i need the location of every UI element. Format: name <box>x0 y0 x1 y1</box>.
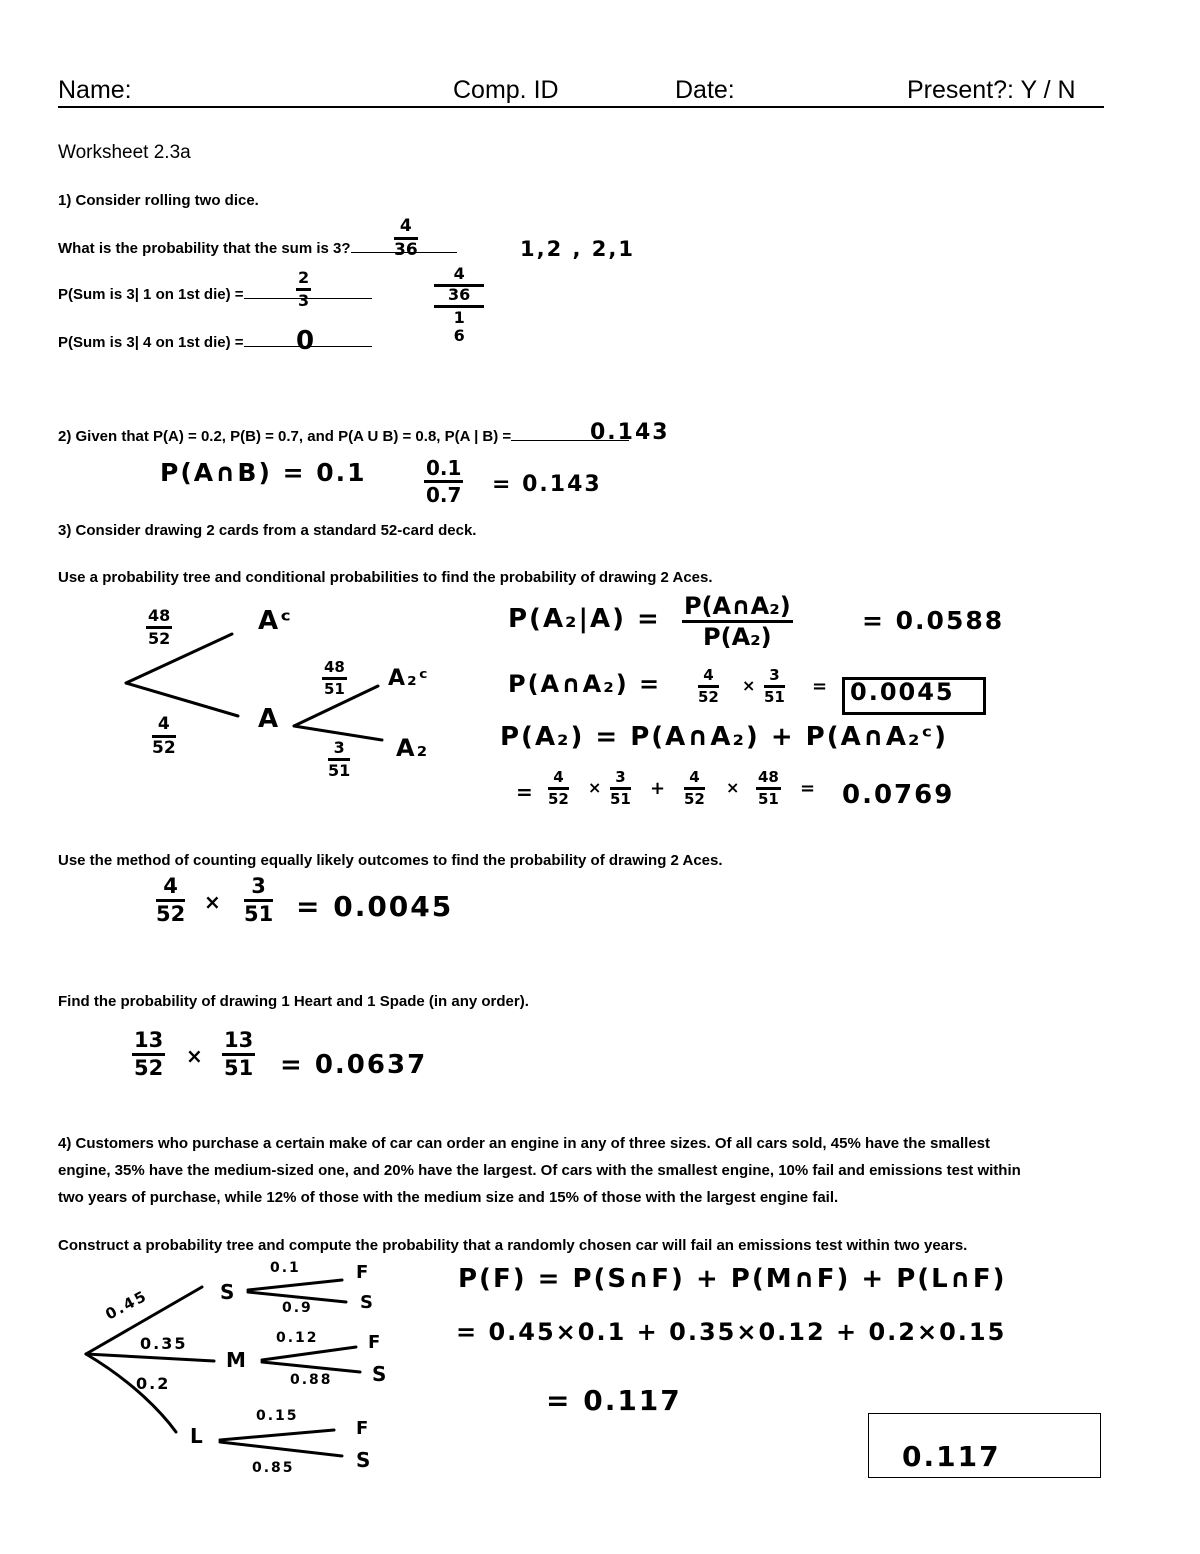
eq4-times2: × <box>726 778 742 797</box>
q1-line-a: What is the probability that the sum is 3? <box>58 240 457 257</box>
hs-answer: = 0.0637 <box>280 1050 428 1080</box>
tree-node-ac: Aᶜ <box>258 606 293 636</box>
eq2-frac2: $\frac{3}{51}$ <box>764 666 785 706</box>
q4-s-fail-prob: 0.1 <box>270 1260 301 1276</box>
q4-eq1: P(F) = P(S∩F) + P(M∩F) + P(L∩F) <box>458 1264 1007 1294</box>
q2-work-fraction: $\frac{0.1}{0.7}$ <box>426 456 462 507</box>
hs-frac1: $\frac{13}{52}$ <box>134 1028 164 1080</box>
q4-eq3: = 0.117 <box>546 1384 682 1417</box>
q2-prompt: 2) Given that P(A) = 0.2, P(B) = 0.7, and P(A U B) = 0.8, P(A | B) = <box>58 428 629 445</box>
eq4-frac4: $\frac{48}{51}$ <box>758 768 779 808</box>
worksheet-title: Worksheet 2.3a <box>58 142 191 163</box>
q3-count-prompt: Use the method of counting equally likely outcomes to find the probability of drawing 2 Aces. <box>58 852 723 869</box>
q4-prob-s: 0.45 <box>102 1286 151 1324</box>
q4-eq2: = 0.45×0.1 + 0.35×0.12 + 0.2×0.15 <box>456 1318 1007 1346</box>
q4-node-m: M <box>226 1348 248 1372</box>
q4-prob-m: 0.35 <box>140 1334 188 1353</box>
tree-node-a: A <box>258 704 281 734</box>
q2-answer: 0.143 <box>590 420 670 445</box>
date-label: Date: <box>675 76 735 104</box>
eq1-result: = 0.0588 <box>862 606 1005 635</box>
present-label: Present?: Y / N <box>907 76 1076 104</box>
eq4-frac2: $\frac{3}{51}$ <box>610 768 631 808</box>
q1-answer-b: $\frac{2}{3}$ <box>298 268 310 310</box>
q1-prompt: 1) Consider rolling two dice. <box>58 192 259 209</box>
q4-leaf-s-f: F <box>356 1262 371 1283</box>
eq4-plus: + <box>650 778 668 799</box>
q4-l-fail-prob: 0.15 <box>256 1408 299 1424</box>
eq1-fraction: $\frac{\text{P(A∩A₂)}}{\text{P(A₂)}}$ <box>684 592 791 651</box>
q1-outcomes: 1,2 , 2,1 <box>520 237 636 261</box>
q1-answer-a: $\frac{4}{36}$ <box>394 216 418 260</box>
q1-work: 4 36 1 6 <box>434 266 484 344</box>
count-times: × <box>204 890 223 914</box>
eq1-left: P(A₂|A) = <box>508 604 661 634</box>
q2-work-intersection: P(A∩B) = 0.1 <box>160 458 367 487</box>
q4-prompt-line3: two years of purchase, while 12% of those with the medium size and 15% of those with the largest engine fail. <box>58 1189 839 1206</box>
count-frac1: $\frac{4}{52}$ <box>156 874 186 926</box>
tree-branch-a-prob: $\frac{4}{52}$ <box>152 714 176 758</box>
q4-l-pass-prob: 0.85 <box>252 1460 295 1476</box>
q3-prompt: 3) Consider drawing 2 cards from a standard 52-card deck. <box>58 522 477 539</box>
tree-node-a2: A₂ <box>396 734 430 762</box>
q1-line-c: P(Sum is 3| 4 on 1st die) = <box>58 334 372 351</box>
q4-prompt-line1: 4) Customers who purchase a certain make of car can order an engine in any of three sizes. Of all cars sold, 45% have the smallest <box>58 1135 991 1152</box>
eq4-equals: = <box>516 780 535 804</box>
eq4-times1: × <box>588 778 604 797</box>
q4-boxed-answer: 0.117 <box>902 1440 1001 1473</box>
eq2-times: × <box>742 676 758 695</box>
eq2-equals: = <box>812 676 830 697</box>
q4-leaf-l-s: S <box>356 1448 373 1472</box>
q4-node-l: L <box>190 1424 205 1448</box>
eq4-frac3: $\frac{4}{52}$ <box>684 768 705 808</box>
eq2-frac1: $\frac{4}{52}$ <box>698 666 719 706</box>
q1-answer-c: 0 <box>296 326 317 356</box>
eq3: P(A₂) = P(A∩A₂) + P(A∩A₂ᶜ) <box>500 722 948 752</box>
eq2-left: P(A∩A₂) = <box>508 670 662 698</box>
q4-leaf-m-f: F <box>368 1332 383 1353</box>
q4-m-pass-prob: 0.88 <box>290 1372 333 1388</box>
tree-branch-a2c-prob: $\frac{48}{51}$ <box>324 658 345 698</box>
q4-prob-l: 0.2 <box>136 1374 171 1393</box>
hs-frac2: $\frac{13}{51}$ <box>224 1028 254 1080</box>
tree-branch-a2-prob: $\frac{3}{51}$ <box>328 738 351 780</box>
q2-work-result: = 0.143 <box>492 472 602 497</box>
tree-node-a2c: A₂ᶜ <box>388 666 430 691</box>
q1-line-b: P(Sum is 3| 1 on 1st die) = <box>58 286 372 303</box>
comp-id-label: Comp. ID <box>453 76 559 104</box>
q4-tree-prompt: Construct a probability tree and compute the probability that a randomly chosen car will fail an emissions test within two years. <box>58 1237 968 1254</box>
q4-leaf-m-s: S <box>372 1362 389 1386</box>
q4-leaf-s-s: S <box>360 1292 375 1313</box>
q4-node-s: S <box>220 1280 237 1304</box>
eq4-equals2: = <box>800 778 818 799</box>
q4-s-pass-prob: 0.9 <box>282 1300 313 1316</box>
q3-heart-spade-prompt: Find the probability of drawing 1 Heart and 1 Spade (in any order). <box>58 993 529 1010</box>
eq4-frac1: $\frac{4}{52}$ <box>548 768 569 808</box>
name-label: Name: <box>58 76 132 104</box>
count-frac2: $\frac{3}{51}$ <box>244 874 274 926</box>
count-answer: = 0.0045 <box>296 890 454 923</box>
tree-branch-ac-prob: $\frac{48}{52}$ <box>148 606 171 648</box>
q4-m-fail-prob: 0.12 <box>276 1330 319 1346</box>
hs-times: × <box>186 1044 205 1068</box>
eq4-answer: 0.0769 <box>842 780 955 810</box>
q4-prompt-line2: engine, 35% have the medium-sized one, and 20% have the largest. Of cars with the smallest engine, 10% fail and emissions test within <box>58 1162 1021 1179</box>
q3-tree-prompt: Use a probability tree and conditional probabilities to find the probability of drawing 2 Aces. <box>58 569 713 586</box>
eq2-answer: 0.0045 <box>850 678 955 706</box>
q4-leaf-l-f: F <box>356 1418 371 1439</box>
